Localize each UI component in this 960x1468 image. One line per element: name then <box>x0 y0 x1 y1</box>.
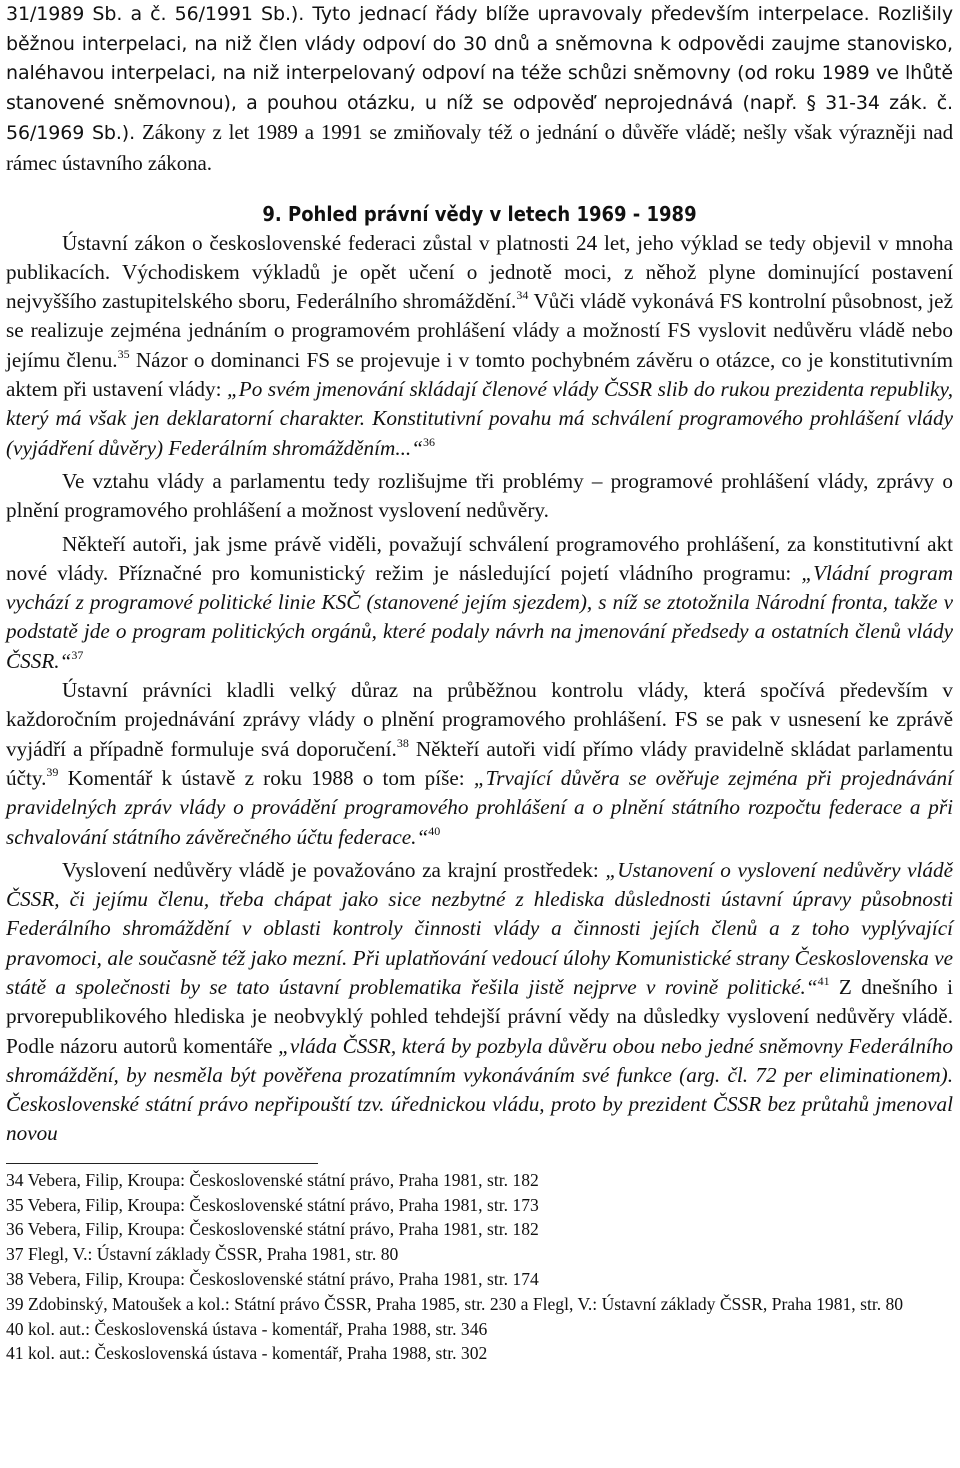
p5-quote-2: „vláda ČSSR, která by pozbyla důvěru obou nebo jedné sněmovny Federálního shromáždění, by nesměla být pověřena prozatímním vykonáváním své funkce (arg. čl. 72 per eliminationem). Československé státní právo nepřipouští tzv. úřednickou vládu, proto by prezident ČSSR bez průtahů jmenoval novou <box>6 1033 953 1146</box>
paragraph-2: Ve vztahu vlády a parlamentu tedy rozlišujme tři problémy – programové prohlášení vlády, zprávy o plnění programového prohlášení a možnost vyslovení nedůvěry. <box>6 468 953 523</box>
paragraph-5 <box>6 856 953 1149</box>
footnote-item: 41 kol. aut.: Československá ústava - komentář, Praha 1988, str. 302 <box>6 1343 488 1364</box>
p3-text-1: Někteří autoři, jak jsme právě viděli, považují schválení programového prohlášení, za konstitutivní akt nové vlády. Příznačné pro komunistický režim je následující pojetí vládního programu: <box>6 531 953 585</box>
section-heading: 9. Pohled právní vědy v letech 1969 - 1989 <box>262 201 697 226</box>
footnote-item: 40 kol. aut.: Československá ústava - komentář, Praha 1988, str. 346 <box>6 1318 488 1339</box>
p4-quote: „Trvající důvěra se ověřuje zejména při projednávání pravidelných zpráv vlády o provádění programového prohlášení a o plnění státního rozpočtu federace a při schvalování státního závěrečného účtu federace.“ <box>6 765 953 849</box>
footnote-ref-35[interactable]: 35 <box>117 346 130 361</box>
footnote-ref-36[interactable]: 36 <box>423 434 435 449</box>
p1-text-1: Ústavní zákon o československé federaci zůstal v platnosti 24 let, jeho výklad se tedy objevil v mnoha publikacích. Východiskem výkladů je opět učení o jednotě moci, z něhož plyne dominující postavení nejvyššího zastupitelského sboru, Federálního shromáždění. <box>6 230 953 314</box>
footnote-item: 34 Vebera, Filip, Kroupa: Československé státní právo, Praha 1981, str. 182 <box>6 1169 539 1190</box>
p4-text-3: Komentář k ústavě z roku 1988 o tom píše: <box>58 765 474 790</box>
footnotes-list <box>6 1168 953 1366</box>
footnote-ref-39[interactable]: 39 <box>46 764 59 779</box>
paragraph-1 <box>6 229 953 463</box>
p1-text-2: Vůči vládě vykonává FS kontrolní působnost, jež se realizuje zejména jednáním o programovém prohlášení vlády a možností FS vyslovit nedůvěru vládě nebo jejímu členu. <box>6 289 953 372</box>
footnote-ref-40[interactable]: 40 <box>428 823 441 838</box>
footnote-item: 38 Vebera, Filip, Kroupa: Československé státní právo, Praha 1981, str. 174 <box>6 1268 539 1289</box>
footnote-divider <box>6 1163 318 1164</box>
p5-quote-1: „Ustanovení o vyslovení nedůvěry vládě ČSSR, či jejímu členu, třeba chápat jako sice nezbytné z hlediska důslednosti ústavní úpravy působnosti Federálního shromáždění v oblasti kontroly činnosti vlády a činnosti jejích členů a z toho vyplývající pravomoci, ale současně též jako mezní. Při uplatňování vedoucí úlohy Komunistické strany Československa ve státě a společnosti by se tato ústavní problematika řešila jistě nejprve v rovině politické.“ <box>6 857 953 999</box>
footnote-ref-34[interactable]: 34 <box>516 288 529 303</box>
p1-quote: „Po svém jmenování skládají členové vlády ČSSR slib do rukou prezidenta republiky, který má však jen deklaratorní charakter. Konstitutivní povahu má schválení programového prohlášení vlády (vyjádření důvěry) Federálním shromážděním...“ <box>6 377 953 460</box>
paragraph-4 <box>6 676 953 852</box>
intro-text: 31/1989 Sb. a č. 56/1991 Sb.). Tyto jednací řády blíže upravovaly především interpelace. Rozlišily běžnou interpelaci, na niž člen vlády odpoví do 30 dnů a sněmovna k odpovědi zaujme stanovisko, naléhavou interpelaci, na niž interpelovaný odpoví na téže schůzi sněmovny (od roku 1989 ve lhůtě stanovené sněmovnou), a pouhou otázku, u níž se odpověď neprojednává (např. § 31-34 zák. č. 56/1969 Sb.). <box>6 3 953 145</box>
footnote-item: 35 Vebera, Filip, Kroupa: Československé státní právo, Praha 1981, str. 173 <box>6 1194 539 1215</box>
footnote-item: 36 Vebera, Filip, Kroupa: Československé státní právo, Praha 1981, str. 182 <box>6 1219 539 1240</box>
p1-text-3: Názor o dominanci FS se projevuje i v tomto pochybném závěru o otázce, co je konstitutivním aktem při ustavení vlády: <box>6 347 953 402</box>
footnote-ref-38[interactable]: 38 <box>396 735 409 750</box>
footnote-item: 39 Zdobinský, Matoušek a kol.: Státní právo ČSSR, Praha 1985, str. 230 a Flegl, V.: Ústavní základy ČSSR, Praha 1981, str. 80 <box>6 1293 904 1314</box>
p4-text-1: Ústavní právníci kladli velký důraz na průběžnou kontrolu vlády, která spočívá především v každoročním projednávání zprávy vlády o plnění programového prohlášení. FS se pak v usnesení ke zprávě vyjádří a případně formuluje svá doporučení. <box>6 678 953 761</box>
p5-text-2: Z dnešního i prvorepublikového hlediska je neobvyklý pohled tehdejší právní vědy na důsledky vyslovení nedůvěry vládě. Podle názoru autorů komentáře <box>6 974 953 1058</box>
paragraph-3 <box>6 530 953 676</box>
footnote-ref-41[interactable]: 41 <box>817 973 830 988</box>
p5-text-1: Vyslovení nedůvěry vládě je považováno za krajní prostředek: <box>62 857 606 882</box>
footnote-item: 37 Flegl, V.: Ústavní základy ČSSR, Praha 1981, str. 80 <box>6 1244 399 1265</box>
p4-text-2: Někteří autoři vidí přímo vlády pravidelně skládat parlamentu účty. <box>6 736 953 790</box>
intro-paragraph <box>6 0 953 180</box>
footnote-ref-37[interactable]: 37 <box>71 647 84 662</box>
intro-text-2: Zákony z let 1989 a 1991 se zmiňovaly též o jednání o důvěře vládě; nešly však výrazněji nad rámec ústavního zákona. <box>6 120 953 175</box>
p3-quote: „Vládní program vychází z programové politické linie KSČ (stanovené jejím sjezdem), s níž se ztotožnila Národní fronta, takže v podstatě jde o program politických orgánů, které podaly návrh na jmenování předsedy a ostatních členů vlády ČSSR.“ <box>6 560 953 673</box>
